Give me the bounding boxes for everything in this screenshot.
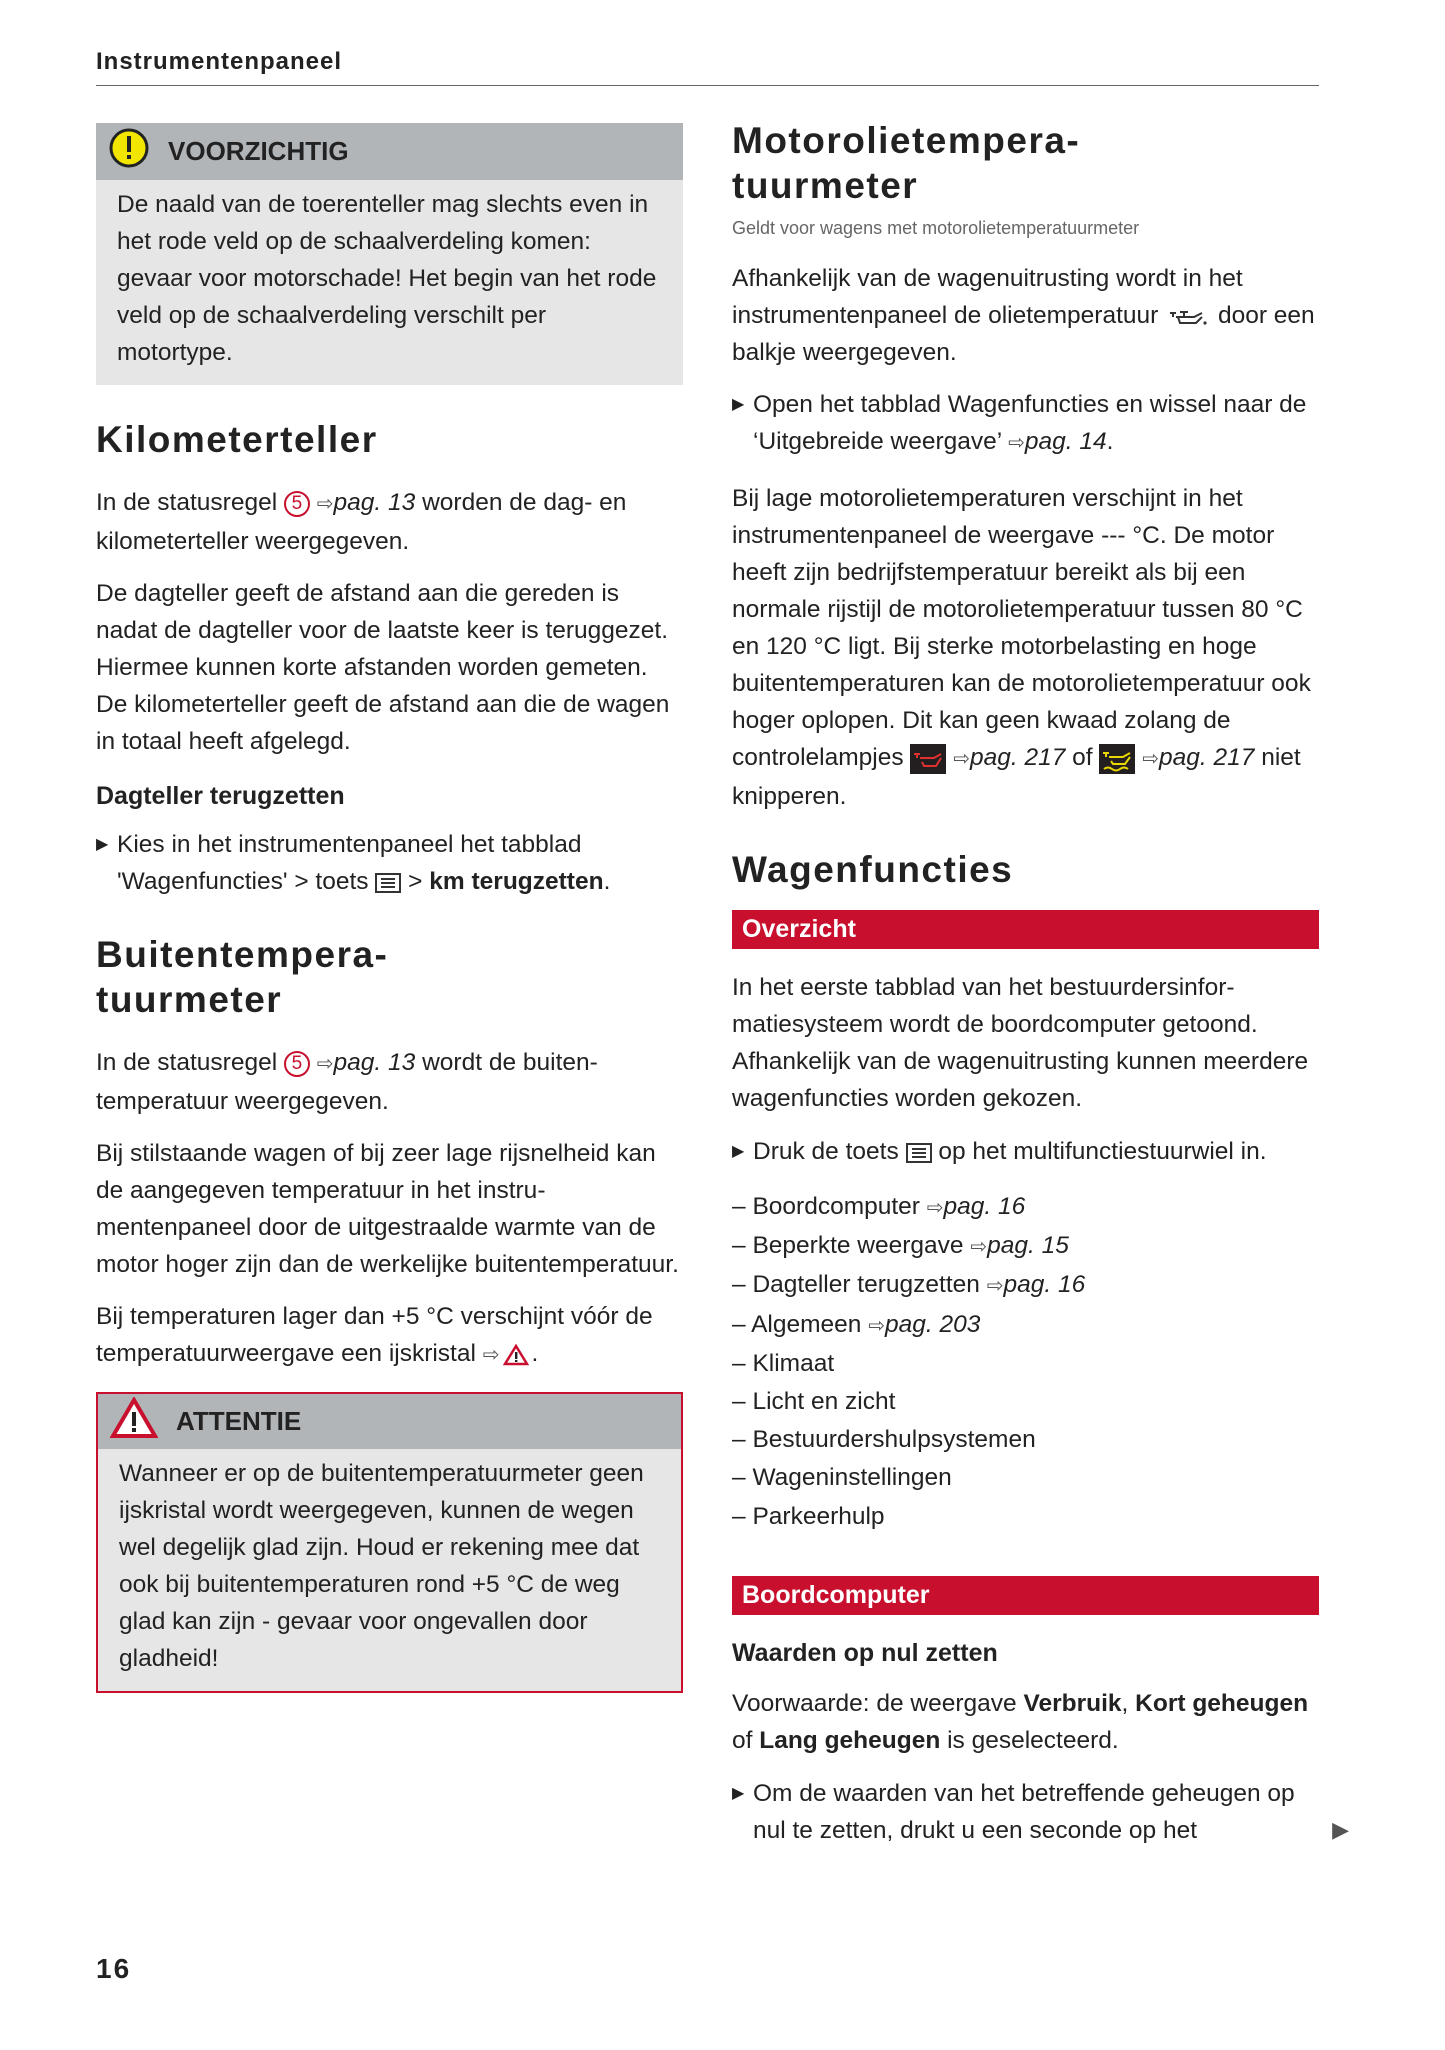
page-reference-link[interactable]: ⇨pag. 16 xyxy=(926,1193,1026,1220)
list-item: – Bestuurdershulpsystemen xyxy=(732,1426,1036,1454)
page-reference-link[interactable]: ⇨pag. 203 xyxy=(868,1310,981,1338)
step-triangle-icon: ▶ xyxy=(732,1784,745,1802)
reset-step: ▶ Om de waarden van het betreffende geheugen op nul te zetten, drukt u een seconde op het xyxy=(732,1775,1319,1849)
reset-step-wrapper xyxy=(732,1775,1349,1849)
list-item: – Licht en zicht xyxy=(732,1388,896,1416)
callout-5-icon: 5 xyxy=(284,491,310,517)
warning-triangle-icon[interactable] xyxy=(503,1344,529,1366)
step-triangle-icon: ▶ xyxy=(732,396,745,413)
arrow-right-icon: ⇨ xyxy=(316,1053,334,1075)
step-triangle-icon: ▶ xyxy=(96,836,109,853)
buiten-paragraph-3: Bij temperaturen lager dan +5 °C verschijnt vóór de temperatuurweergave een ijskristal ⇨ . xyxy=(96,1303,653,1367)
buiten-paragraph-2: Bij stilstaande wagen of bij zeer lage rijsnelheid kan de aangegeven temperatuur in het instrumentenpaneel door de uitgestraalde warmte van de motor hoger zijn dan de werkelijke buitentemperatuur. xyxy=(96,1140,679,1278)
list-item-label: Klimaat xyxy=(752,1349,835,1377)
wagenfuncties-paragraph: In het eerste tabblad van het bestuurdersinformatiesysteem wordt de boordcomputer getoond. Afhankelijk van de wagenuitrusting kunnen meerdere wagenfuncties worden gekozen. xyxy=(732,974,1309,1112)
page-reference-link[interactable]: ⇨pag. 217 xyxy=(1142,744,1255,771)
kilometer-paragraph-1: In de statusregel 5 ⇨pag. 13 worden de dag- en kilometerteller weergegeven. xyxy=(96,489,627,555)
caution-icon xyxy=(108,127,150,176)
attentie-box xyxy=(96,1392,683,1693)
buiten-paragraph-1: In de statusregel 5 ⇨pag. 13 wordt de buitentemperatuur weergegeven. xyxy=(96,1049,598,1115)
warning-triangle-icon xyxy=(110,1397,158,1446)
oil-level-yellow-lamp-icon xyxy=(1099,744,1135,774)
wagenfuncties-list xyxy=(732,1188,1319,1536)
list-item-label: Boordcomputer xyxy=(752,1193,920,1220)
running-header: Instrumentenpaneel xyxy=(96,48,343,75)
arrow-right-icon: ⇨ xyxy=(986,1275,1004,1298)
arrow-right-icon: ⇨ xyxy=(482,1344,500,1366)
list-item: – Wageninstellingen xyxy=(732,1464,952,1492)
page-reference-link[interactable]: ⇨pag. 15 xyxy=(970,1232,1069,1260)
callout-5-icon: 5 xyxy=(284,1051,310,1077)
motorolie-step: ▶ Open het tabblad Wagenfuncties en wissel naar de ‘Uitgebreide weergave’ ⇨pag. 14. xyxy=(732,386,1319,462)
right-column xyxy=(732,118,1349,1849)
list-item-label: Dagteller terugzetten xyxy=(752,1271,980,1299)
motorolie-heading: Motorolietempera- tuurmeter xyxy=(732,120,1081,206)
menu-button-icon xyxy=(906,1143,932,1163)
list-item: – Dagteller terugzetten ⇨pag. 16 xyxy=(732,1271,1086,1299)
arrow-right-icon: ⇨ xyxy=(868,1314,885,1337)
arrow-right-icon: ⇨ xyxy=(970,1236,988,1259)
list-item-label: Bestuurdershulpsystemen xyxy=(752,1426,1036,1454)
overzicht-section-bar: Overzicht xyxy=(732,910,1319,949)
caution-text: De naald van de toerenteller mag slechts even in het rode veld op de schaalverdeling komen: gevaar voor motorschade! Het begin van het rode veld op de schaalverdeling verschilt per motortype. xyxy=(117,191,657,366)
menu-button-icon xyxy=(375,873,401,893)
wagenfuncties-heading: Wagenfuncties xyxy=(732,849,1014,890)
oil-pressure-red-lamp-icon xyxy=(910,744,946,774)
list-item-label: Beperkte weergave xyxy=(752,1232,964,1260)
list-item-label: Parkeerhulp xyxy=(752,1502,885,1530)
attentie-label: ATTENTIE xyxy=(176,1406,302,1436)
reset-subheading: Waarden op nul zetten xyxy=(732,1638,998,1667)
motorolie-paragraph-2: Bij lage motorolietemperaturen verschijnt in het instrumentenpaneel de weergave --- °C. De motor heeft zijn bedrijfstemperatuur bereikt als bij een normale rijstijl de motorolietemperatuur tussen 80 °C en 120 °C ligt. Bij sterke motorbelasting en hoge buitentemperaturen kan de motorolietemperatuur ook hoger oplopen. Dit kan geen kwaad zolang de controlelampjes ⇨pag. 217 of ⇨pag. 217 niet knipperen. xyxy=(732,485,1311,810)
dagteller-step: ▶ Kies in het instrumentenpaneel het tabblad 'Wagenfuncties' > toets > km terugzetten. xyxy=(96,826,683,900)
boordcomputer-section-bar: Boordcomputer xyxy=(732,1576,1319,1615)
list-item-label: Licht en zicht xyxy=(752,1388,896,1416)
list-item: – Parkeerhulp xyxy=(732,1502,885,1530)
page-reference-link[interactable]: ⇨pag. 16 xyxy=(986,1271,1086,1299)
left-column xyxy=(96,123,683,1693)
buitentemperatuurmeter-heading: Buitentempera- tuurmeter xyxy=(96,934,389,1020)
dagteller-subheading: Dagteller terugzetten xyxy=(96,782,345,810)
kilometer-paragraph-2: De dagteller geeft de afstand aan die gereden is nadat de dagteller voor de laatste keer is teruggezet. Hiermee kunnen korte afstanden worden gemeten. De kilometerteller geeft de afstand aan die de wagen in totaal heeft afgelegd. xyxy=(96,580,670,755)
page-reference-link[interactable]: ⇨pag. 13 xyxy=(316,1049,416,1076)
caution-box xyxy=(96,123,683,385)
header-rule xyxy=(96,85,1319,86)
kilometerteller-heading: Kilometerteller xyxy=(96,419,378,460)
list-item: – Klimaat xyxy=(732,1349,835,1377)
sentence-period: . xyxy=(531,1340,539,1367)
list-item-label: Wageninstellingen xyxy=(752,1464,952,1492)
list-item-label: Algemeen xyxy=(751,1310,862,1338)
page-reference-link[interactable]: ⇨pag. 14 xyxy=(1008,428,1107,455)
arrow-right-icon: ⇨ xyxy=(1008,432,1025,454)
page-number: 16 xyxy=(96,1953,132,1984)
continued-arrow-icon: ▶ xyxy=(1332,1816,1349,1842)
condition-paragraph: Voorwaarde: de weergave Verbruik, Kort geheugen of Lang geheugen is geselecteerd. xyxy=(732,1689,1309,1754)
wagenfuncties-step: ▶ Druk de toets op het multifunctiestuurwiel in. xyxy=(732,1133,1319,1170)
list-item: – Boordcomputer ⇨pag. 16 xyxy=(732,1193,1026,1220)
oil-temperature-icon xyxy=(1168,307,1208,327)
applies-note: Geldt voor wagens met motorolietemperatuurmeter xyxy=(732,218,1140,238)
page-reference-link[interactable]: ⇨pag. 13 xyxy=(316,489,416,516)
motorolie-paragraph-1: Afhankelijk van de wagenuitrusting wordt in het instrumentenpaneel de olietemperatuur door een balkje weergegeven. xyxy=(732,265,1315,366)
list-item: – Beperkte weergave ⇨pag. 15 xyxy=(732,1232,1069,1260)
attentie-text: Wanneer er op de buitentemperatuurmeter geen ijskristal wordt weergegeven, kunnen de wegen wel degelijk glad zijn. Houd er rekening mee dat ook bij buitentemperaturen rond +5 °C de weg glad kan zijn - gevaar voor ongevallen door gladheid! xyxy=(119,1460,644,1672)
caution-label: VOORZICHTIG xyxy=(168,136,349,166)
attentie-header xyxy=(98,1394,681,1449)
arrow-right-icon: ⇨ xyxy=(316,493,334,515)
arrow-right-icon: ⇨ xyxy=(926,1197,944,1219)
page-reference-link[interactable]: ⇨pag. 217 xyxy=(953,744,1066,771)
caution-header xyxy=(96,123,683,180)
list-item: – Algemeen ⇨pag. 203 xyxy=(732,1310,981,1338)
step-triangle-icon: ▶ xyxy=(732,1143,745,1160)
